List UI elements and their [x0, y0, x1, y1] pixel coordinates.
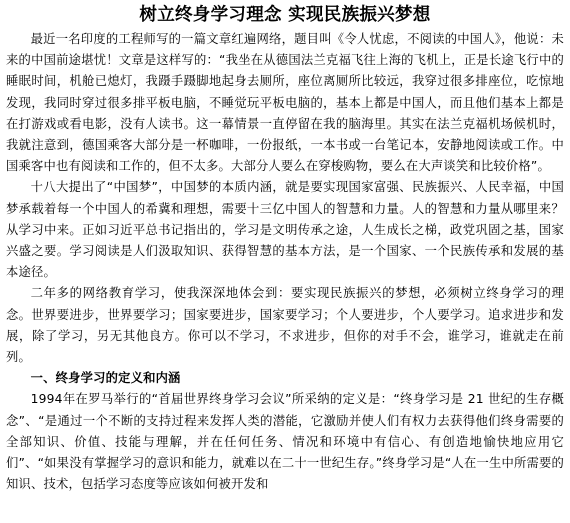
section-heading: 一、终身学习的定义和内涵 — [30, 371, 181, 386]
paragraph-intro: 最近一名印度的工程师写的一篇文章红遍网络，题目叫《令人忧虑，不阅读的中国人》，他说：未来的中国前途堪忧！文章是这样写的：“我坐在从德国法兰克福飞往上海的飞机上，正是长途飞行中的睡眠时间，机舱已熄灯，我蹑手蹑脚地起身去厕所，座位离厕所比较远，我穿过很多排座位，吃惊地发现，我同时穿过很多排平板电脑，不睡觉玩平板电脑的，基本上都是中国人，而且他们基本上都是在打游戏或看电影，没有人读书。这一幕情景一直停留在我的脑海里。其实在法兰克福机场候机时，我就注意到，德国乘客大部分是一杯咖啡，一份报纸，一本书或一台笔记本，安静地阅读或工作。中国乘客中也有阅读和工作的，但不太多。大部分人要么在穿梭购物，要么在大声谈笑和比较价格”。 — [6, 32, 564, 174]
document-title: 树立终身学习理念 实现民族振兴梦想 — [139, 5, 431, 25]
paragraph-china-dream: 十八大提出了“中国梦”，中国梦的本质内涵，就是要实现国家富强、民族振兴、人民幸福，中国梦承载着每一个中国人的希冀和理想，需要十三亿中国人的智慧和力量。人的智慧和力量从哪里来？从学习中来。正如习近平总书记指出的，学习是文明传承之途，人生成长之梯，政党巩固之基，国家兴盛之要。学习阅读是人们汲取知识、获得智慧的基本方法，是一个国家、一个民族传承和发展的基本途径。 — [6, 180, 564, 280]
paragraph-definition: 1994年在罗马举行的“首届世界终身学习会议”所采纳的定义是：“终身学习是 21 世纪的生存概念”、“是通过一个不断的支持过程来发挥人类的潜能，它激励并使人们有权力去获得他们终身需要的全部知识、价值、技能与理解，并在任何任务、情况和环境中有信心、有创造地愉快地应用它们”、“如果没有掌握学习的意识和能力，就难以在二十一世纪生存。”终身学习是“人在一生中所需要的知识、技术，包括学习态度等应该如何被开发和 — [6, 392, 564, 492]
paragraph-lifelong-learning: 二年多的网络教育学习，使我深深地体会到：要实现民族振兴的梦想，必须树立终身学习的理念。世界要进步，世界要学习；国家要进步，国家要学习；个人要进步，个人要学习。追求进步和发展，除了学习，另无其他良方。你可以不学习，不求进步，但你的对手不会，谁学习，谁就走在前列。 — [6, 286, 564, 365]
